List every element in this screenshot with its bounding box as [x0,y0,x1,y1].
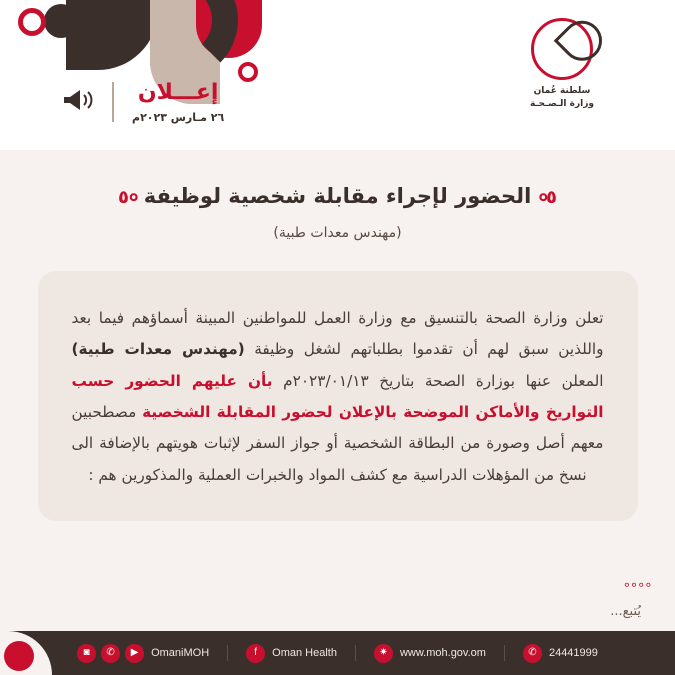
footer-social-handle: OmaniMOH [151,647,210,659]
announcement-body-card [38,271,638,521]
footer-facebook-group[interactable] [246,644,337,663]
page-title [0,184,675,209]
poster-banner [0,0,675,150]
body-part-3: مصطحبين معهم أصل وصورة من البطاقة الشخصية أو جواز السفر لإثبات هويتهم بالإضافة الى نسخ من المؤهلات الدراسية مع كشف المواد والخبرات العملية والمذكورين هم : [71,403,604,484]
announcement-title-block [132,80,224,124]
poster-footer [0,631,675,675]
decorative-shape-red-ring-small [238,62,258,82]
body-highlight-red: بأن عليهم الحضور حسب التواريخ والأماكن الموضحة بالإعلان لحضور المقابلة الشخصية [71,371,604,422]
body-part-1: تعلن وزارة الصحة بالتنسيق مع وزارة العمل للمواطنين المبينة أسماؤهم فيما بعد واللذين سبق لهم أن تقدموا بطلباتهم لشغل وظيفة [71,309,604,359]
globe-icon[interactable]: ✷ [374,644,393,663]
footer-phone-group[interactable] [523,644,598,663]
banner-title-group [60,80,224,124]
footer-social-group[interactable] [77,644,209,663]
title-deco-left: ٥० [118,187,137,208]
title-divider [112,82,114,122]
footer-separator-2 [355,645,356,661]
footer-phone: 24441999 [548,647,598,659]
footer-separator-3 [504,645,505,661]
footer-logo-mark [0,631,52,675]
continue-dots: ०००० [624,580,653,591]
page-title-section [0,184,675,241]
youtube-icon[interactable]: ▶ [125,644,144,663]
announcement-date: ٢٦ مـارس ٢٠٢٣م [132,111,225,124]
instagram-icon[interactable]: ◙ [77,644,96,663]
body-job-title-bold: (مهندس معدات طبية) [71,340,245,359]
twitter-icon[interactable]: ✆ [101,644,120,663]
phone-icon[interactable]: ✆ [523,644,542,663]
decorative-shape-dark-dot [44,4,78,38]
title-deco-right: ०٥ [538,187,557,208]
ministry-logo-text [507,85,617,111]
facebook-icon[interactable]: f [246,644,265,663]
logo-line-ministry: وزارة الـصـحـة [530,99,594,110]
footer-website: www.moh.gov.om [399,647,486,659]
announcement-word: إعـــلان [137,80,219,105]
page-subtitle: (مهندس معدات طبية) [273,225,402,241]
announcement-paragraph [72,303,604,491]
decorative-shape-dark-arc [118,0,238,80]
continue-label: يُتبع... [610,604,641,619]
ministry-of-health-emblem-icon [531,18,593,80]
footer-social-icons[interactable] [77,644,144,663]
body-part-2: المعلن عنها بوزارة الصحة بتاريخ ٢٠٢٣/٠١/١٣م [272,371,604,390]
footer-website-group[interactable] [374,644,486,663]
logo-line-country: سلطنة عُمان [533,86,591,96]
page-title-text: الحضور لإجراء مقابلة شخصية لوظيفة [143,184,532,208]
ministry-logo [507,18,617,111]
footer-separator-1 [227,645,228,661]
decorative-shape-red-ring [18,8,46,36]
footer-facebook-handle: Oman Health [272,647,337,659]
megaphone-icon [60,87,94,118]
